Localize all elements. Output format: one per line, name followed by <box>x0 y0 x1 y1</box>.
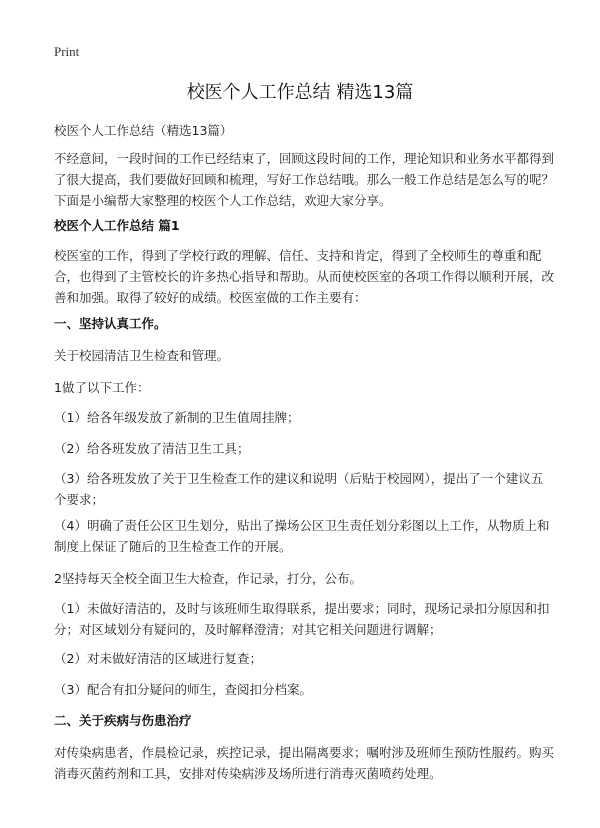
print-link[interactable]: Print <box>54 44 80 59</box>
section-intro-paragraph: 校医室的工作，得到了学校行政的理解、信任、支持和肯定，得到了全校师生的尊重和配合，也得到了主管校长的许多热心指导和帮助。从而使校医室的各项工作得以顺利开展，改善和加强。取得了较好的成绩。校医室做的工作主要有： <box>54 248 555 305</box>
part1-paragraph-3: 2坚持每天全校全面卫生大检查，作记录，打分，公布。 <box>54 571 362 586</box>
part1-sub-item-2: （2）对未做好清洁的区域进行复查； <box>54 651 262 666</box>
part1-list-item-1: （1）给各年级发放了新制的卫生值周挂牌； <box>54 410 300 425</box>
intro-paragraph: 不经意间，一段时间的工作已经结束了，回顾这段时间的工作，理论知识和业务水平都得到了很大提高，我们要做好回顾和梳理，写好工作总结哦。那么一般工作总结是怎么写的呢？下面是小编帮大家整理的校医个人工作总结，欢迎大家分享。 <box>54 151 555 208</box>
section-heading: 校医个人工作总结 篇1 <box>54 218 180 233</box>
part2-paragraph-1: 对传染病患者，作晨检记录，疾控记录，提出隔离要求；嘱咐涉及班师生预防性服药。购买消毒灭菌药剂和工具，安排对传染病涉及场所进行消毒灭菌喷药处理。 <box>54 745 555 781</box>
part1-list-item-4: （4）明确了责任公区卫生划分，贴出了操场公区卫生责任划分彩图以上工作，从物质上和制度上保证了随后的卫生检查工作的开展。 <box>54 518 550 554</box>
subtitle: 校医个人工作总结（精选13篇） <box>54 123 233 138</box>
page-title: 校医个人工作总结 精选13篇 <box>186 82 414 103</box>
part1-list-item-3: （3）给各班发放了关于卫生检查工作的建议和说明（后贴于校园网），提出了一个建议五个要求； <box>54 471 544 507</box>
part1-list-item-2: （2）给各班发放了清洁卫生工具； <box>54 441 250 456</box>
part1-heading: 一、坚持认真工作。 <box>54 316 167 331</box>
part1-sub-item-3: （3）配合有扣分疑问的师生，查阅扣分档案。 <box>54 682 312 697</box>
part1-paragraph-1: 关于校园清洁卫生检查和管理。 <box>54 348 230 363</box>
part2-heading: 二、关于疾病与伤患治疗 <box>54 713 192 728</box>
part1-paragraph-2: 1做了以下工作： <box>54 380 150 395</box>
part1-sub-item-1: （1）未做好清洁的，及时与该班师生取得联系，提出要求；同时，现场记录扣分原因和扣分；对区域划分有疑问的，及时解释澄清；对其它相关问题进行调解； <box>54 601 550 637</box>
